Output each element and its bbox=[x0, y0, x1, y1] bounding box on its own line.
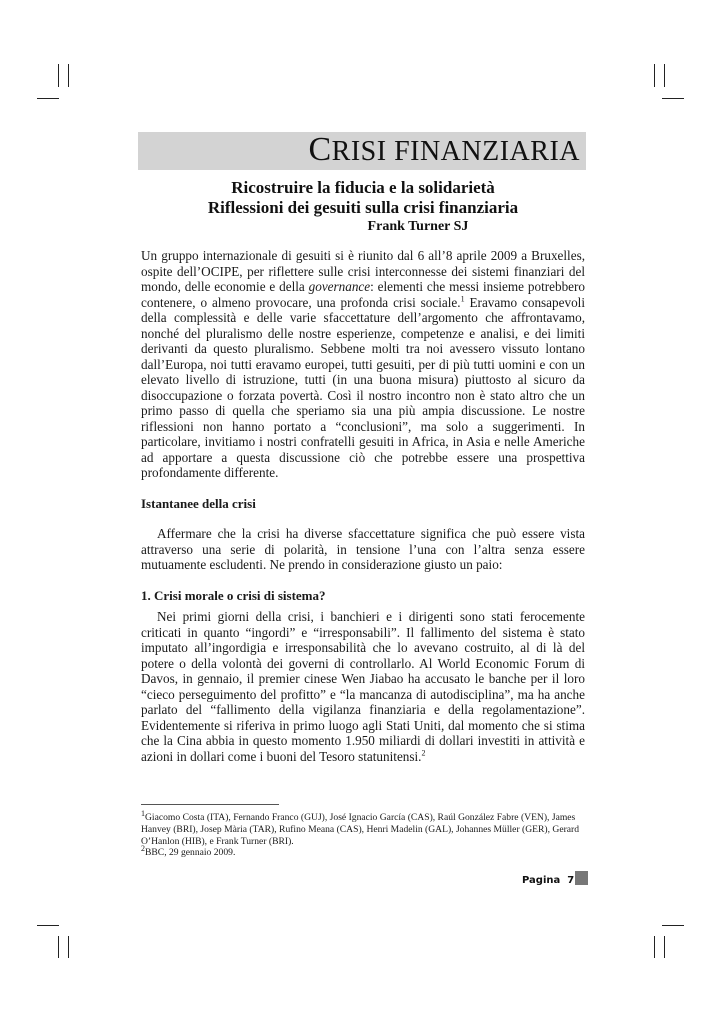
footnote-ref-1[interactable]: 1 bbox=[460, 294, 465, 304]
intro-text-b: : elementi che messi insieme potrebbero contenere, o almeno provocare, una profonda crisi sociale. bbox=[141, 279, 585, 310]
section-title-initial: C bbox=[308, 131, 332, 168]
footnote-1 bbox=[141, 808, 591, 847]
intro-paragraph bbox=[141, 248, 585, 481]
footnotes bbox=[141, 808, 591, 859]
crop-mark bbox=[68, 64, 69, 87]
intro-text-c: Eravamo consapevoli della complessità e delle varie sfaccettature dell’argomento che affrontavamo, nonché del pluralismo delle nostre esperienze, competenze e analisi, e dei limiti derivanti da questo pluralismo. Sebbene molti tra noi avessero vissuto lontano dall’Europa, noi tutti eravamo europei, tutti gesuiti, per di più tutti uomini e con un elevato livello di istruzione, tutti (in una buona misura) piuttosto al sicuro da disoccupazione o forzata povertà. Così il nostro incontro non è stato altro che un primo passo di quella che speriamo sia una più ampia discussione. Le nostre riflessioni non hanno portato a “conclusioni”, ma solo a suggerimenti. In particolare, invitiamo i nostri confratelli gesuiti in Africa, in Asia e nelle Americhe ad apportare a questa discussione ciò che potrebbe essere una prospettiva profondamente differente. bbox=[141, 294, 585, 480]
crop-mark bbox=[662, 98, 684, 99]
crop-mark bbox=[37, 98, 59, 99]
article-subtitle-2: Riflessioni dei gesuiti sulla crisi finanziaria bbox=[207, 198, 519, 217]
footnote-ref-2[interactable]: 2 bbox=[421, 748, 426, 758]
page-marker-square bbox=[575, 871, 588, 885]
footnote-2-text: BBC, 29 gennaio 2009. bbox=[145, 847, 236, 859]
section-banner bbox=[138, 132, 586, 170]
section-heading-crisi-morale: 1. Crisi morale o crisi di sistema? bbox=[141, 587, 326, 603]
intro-governance-term: governance bbox=[308, 279, 371, 294]
section-title bbox=[308, 131, 580, 169]
page-number: Pagina 7 bbox=[522, 875, 575, 886]
article-header bbox=[140, 178, 586, 236]
crop-mark bbox=[664, 936, 665, 958]
section2-text: Nei primi giorni della crisi, i banchieri e i dirigenti sono stati ferocemente criticati in quanto “ingordi” e “irresponsabili”. Il fallimento del sistema è stato imputato all’ingordigia e irresponsabilità che lo avevano costruito, al di là del potere o della volontà dei governi di controllarlo. Al World Economic Forum di Davos, in gennaio, il premier cinese Wen Jiabao ha accusato le banche per il loro “cieco perseguimento del profitto” e “la mancanza di autodisciplina”, ma ha anche parlato del “fallimento della vigilanza finanziaria e della regolamentazione”. Evidentemente si riferiva in primo luogo agli Stati Uniti, dal momento che si stima che la Cina abbia in questo momento 1.950 miliardi di dollari investiti in attività e azioni in dollari come i buoni del Tesoro statunitensi. bbox=[141, 609, 585, 764]
article-author: Frank Turner SJ bbox=[367, 219, 469, 234]
crop-mark bbox=[654, 64, 655, 87]
footnote-2 bbox=[141, 844, 591, 859]
crop-mark bbox=[58, 64, 59, 87]
footnote-2-mark: 2 bbox=[141, 844, 145, 854]
crop-mark bbox=[662, 925, 684, 926]
section1-paragraph: Affermare che la crisi ha diverse sfaccettature significa che può essere vista attraverso una serie di polarità, in tensione l’una con l’altra senza essere mutuamente escludenti. Ne prendo in considerazione giusto un paio: bbox=[141, 526, 585, 572]
crop-mark bbox=[654, 936, 655, 958]
intro-text-a: Un gruppo internazionale di gesuiti si è riunito dal 6 all’8 aprile 2009 a Bruxelles, ospite dell’OCIPE, per riflettere sulle crisi interconnesse dei sistemi finanziari del mondo, delle economie e della bbox=[141, 248, 585, 294]
article-subtitle: Ricostruire la fiducia e la solidarietà bbox=[231, 178, 495, 197]
crop-mark bbox=[37, 925, 59, 926]
footnote-separator bbox=[141, 804, 279, 805]
section2-paragraph bbox=[141, 609, 585, 764]
article-body bbox=[141, 248, 585, 764]
footnote-1-mark: 1 bbox=[141, 808, 145, 818]
crop-mark bbox=[664, 64, 665, 87]
crop-mark bbox=[58, 936, 59, 958]
crop-mark bbox=[68, 936, 69, 958]
footnote-1-text: Giacomo Costa (ITA), Fernando Franco (GUJ), José Ignacio García (CAS), Raúl González Fabre (VEN), James Hanvey (BRI), Josep Mària (TAR), Rufino Meana (CAS), Henri Madelin (GAL), Johannes Müller (GER), Gerard O’Hanlon (HIB), e Frank Turner (BRI). bbox=[141, 812, 580, 847]
section-heading-istantanee: Istantanee della crisi bbox=[141, 495, 256, 511]
section-title-rest: RISI FINANZIARIA bbox=[331, 136, 580, 167]
